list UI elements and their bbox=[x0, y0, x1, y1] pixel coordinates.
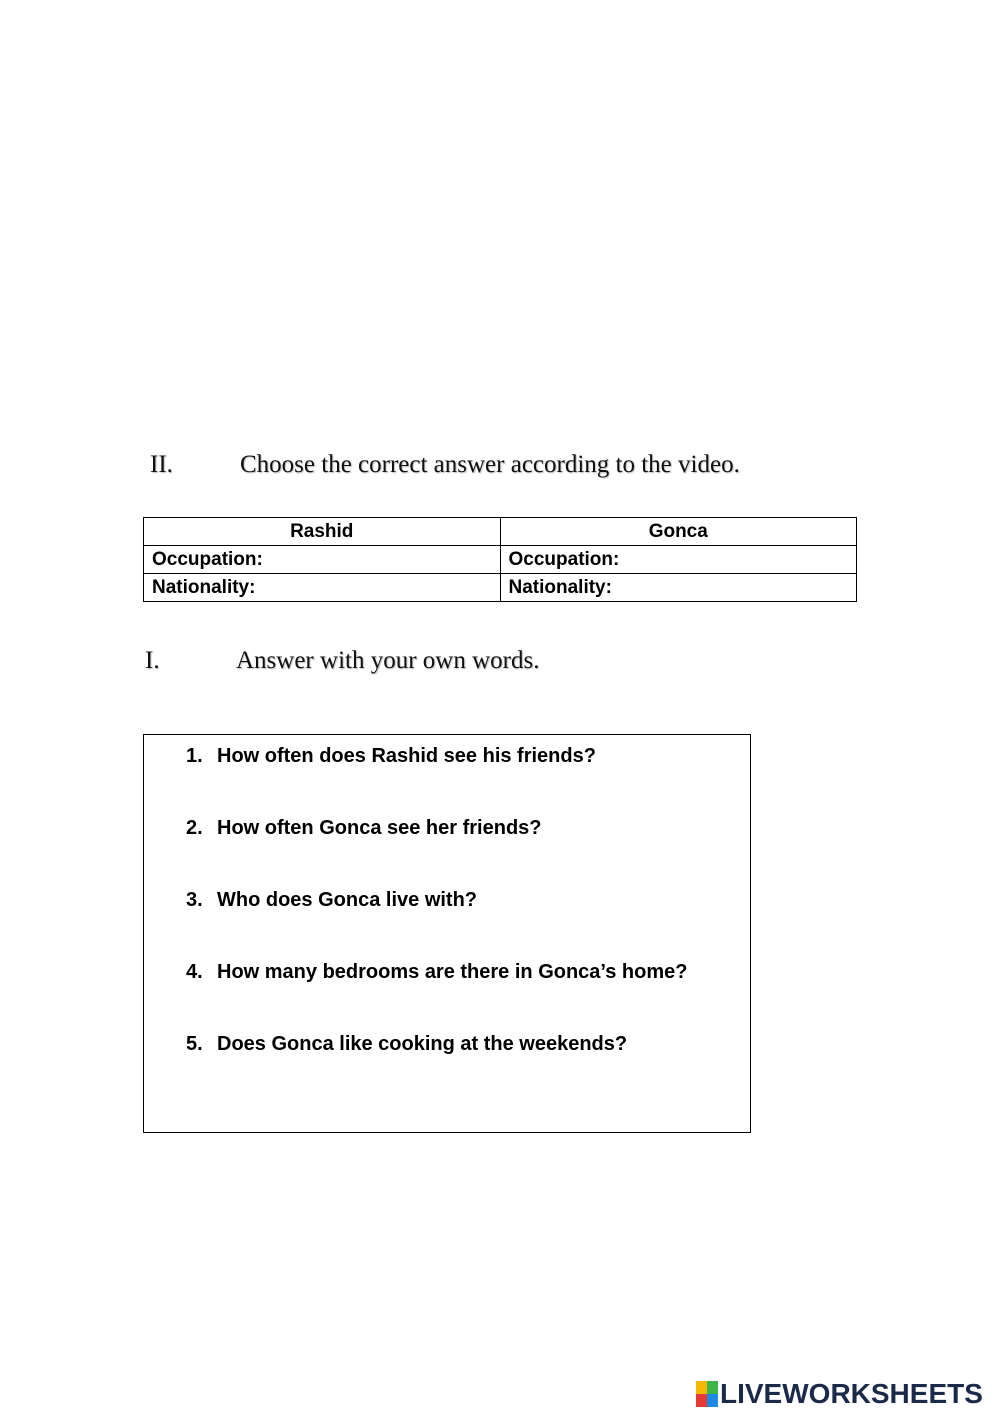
rashid-occupation-cell[interactable]: Occupation: bbox=[144, 546, 501, 574]
table-row bbox=[144, 546, 857, 574]
section-number: II. bbox=[150, 451, 173, 478]
question-text: Does Gonca like cooking at the weekends? bbox=[217, 1033, 628, 1055]
table-header-row bbox=[144, 518, 857, 546]
question-number: 4. bbox=[186, 961, 203, 983]
info-table bbox=[143, 517, 857, 602]
gonca-nationality-cell[interactable]: Nationality: bbox=[500, 574, 857, 602]
question-text: Who does Gonca live with? bbox=[217, 889, 478, 911]
rashid-nationality-cell[interactable]: Nationality: bbox=[144, 574, 501, 602]
logo-square-icon bbox=[707, 1394, 718, 1407]
list-item bbox=[186, 744, 746, 816]
section-instruction: Choose the correct answer according to the video. bbox=[240, 451, 740, 478]
question-number: 3. bbox=[186, 889, 203, 911]
gonca-occupation-cell[interactable]: Occupation: bbox=[500, 546, 857, 574]
section-instruction: Answer with your own words. bbox=[236, 647, 540, 674]
logo-text: LIVEWORKSHEETS bbox=[720, 1378, 983, 1409]
question-text: How many bedrooms are there in Gonca’s home? bbox=[217, 961, 688, 983]
section-one-heading bbox=[145, 647, 845, 679]
question-number: 1. bbox=[186, 745, 203, 767]
logo-square-icon bbox=[696, 1381, 707, 1394]
question-number: 2. bbox=[186, 817, 203, 839]
logo-mark-icon bbox=[696, 1381, 718, 1407]
column-header-rashid: Rashid bbox=[144, 518, 501, 546]
questions-box bbox=[143, 734, 751, 1133]
question-text: How often Gonca see her friends? bbox=[217, 817, 542, 839]
list-item bbox=[186, 1032, 746, 1104]
question-number: 5. bbox=[186, 1033, 203, 1055]
list-item bbox=[186, 960, 746, 1032]
logo-square-icon bbox=[707, 1381, 718, 1394]
questions-list bbox=[186, 744, 746, 1104]
liveworksheets-logo bbox=[696, 1378, 983, 1410]
logo-square-icon bbox=[696, 1394, 707, 1407]
section-number: I. bbox=[145, 647, 160, 674]
question-text: How often does Rashid see his friends? bbox=[217, 745, 596, 767]
section-two-heading bbox=[150, 451, 850, 483]
list-item bbox=[186, 816, 746, 888]
list-item bbox=[186, 888, 746, 960]
column-header-gonca: Gonca bbox=[500, 518, 857, 546]
table-row bbox=[144, 574, 857, 602]
